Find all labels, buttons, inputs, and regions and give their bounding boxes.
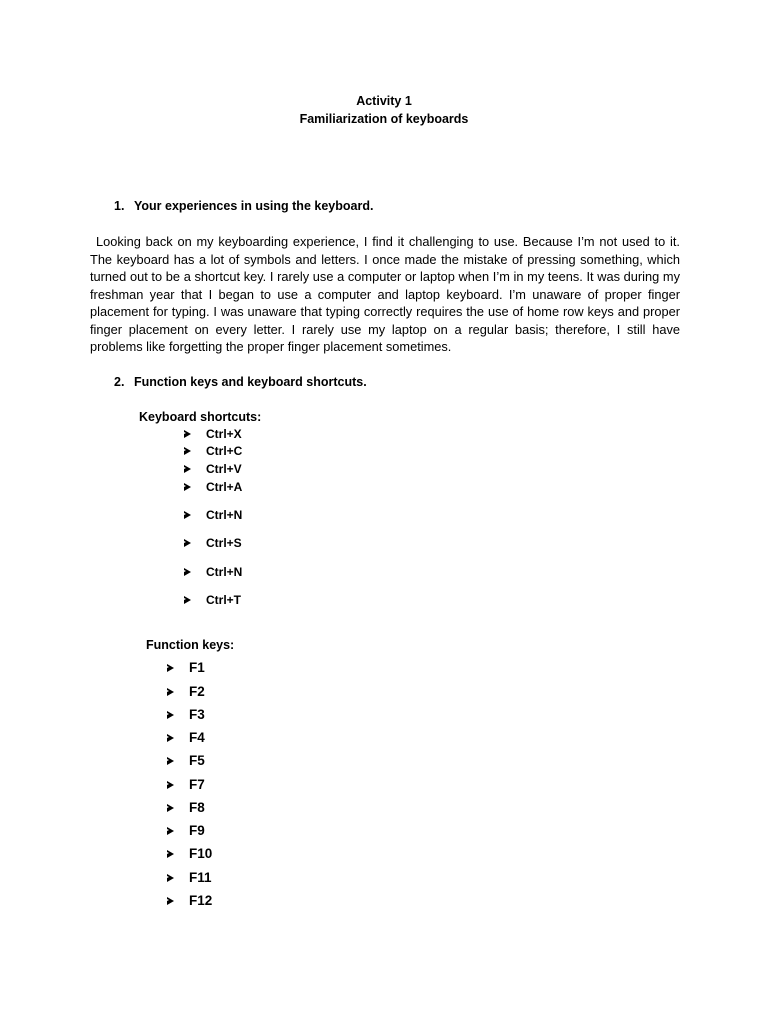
arrow-bullet-icon <box>184 483 191 491</box>
function-key-item <box>167 893 212 908</box>
shortcut-item <box>184 462 242 476</box>
shortcut-text: Ctrl+N <box>206 565 243 579</box>
shortcut-item <box>184 536 242 550</box>
paragraph-text: Looking back on my keyboarding experience, I find it challenging to use. Because I’m not used to it. The keyboard has a lot of symbols and letters. I once made the mistake of pressing something, which turned out to be a shortcut key. I rarely use a computer or laptop when I’m in my teens. It was during my freshman year that I began to use a computer and laptop keyboard. I’m unaware of proper finger placement for typing. I was unaware that typing correctly requires the use of home row keys and proper finger placement on every letter. I rarely use my laptop on a regular basis; therefore, I still have problems like forgetting the proper finger placement sometimes. <box>90 234 680 354</box>
arrow-bullet-icon <box>184 465 191 473</box>
function-key-text: F10 <box>189 846 213 861</box>
function-key-text: F4 <box>189 730 205 745</box>
arrow-bullet-icon <box>167 757 174 765</box>
function-key-item <box>167 753 205 768</box>
arrow-bullet-icon <box>167 711 174 719</box>
shortcut-text: Ctrl+N <box>206 508 243 522</box>
activity-title: Activity 1 <box>356 94 412 108</box>
section-number: 2. <box>114 375 125 389</box>
shortcut-text: Ctrl+X <box>206 427 242 441</box>
shortcut-item <box>184 565 242 579</box>
shortcut-text: Ctrl+C <box>206 444 243 458</box>
shortcut-item <box>184 427 242 441</box>
shortcut-item <box>184 508 242 522</box>
function-key-text: F5 <box>189 753 205 768</box>
arrow-bullet-icon <box>184 596 191 604</box>
arrow-bullet-icon <box>167 897 174 905</box>
arrow-bullet-icon <box>167 874 174 882</box>
function-key-text: F1 <box>189 660 205 675</box>
function-key-item <box>167 823 205 838</box>
function-key-item <box>167 870 212 885</box>
function-key-text: F2 <box>189 684 205 699</box>
shortcut-item <box>184 593 241 607</box>
arrow-bullet-icon <box>167 664 174 672</box>
function-key-item <box>167 800 205 815</box>
arrow-bullet-icon <box>167 827 174 835</box>
arrow-bullet-icon <box>167 850 174 858</box>
function-key-text: F3 <box>189 707 205 722</box>
shortcut-text: Ctrl+T <box>206 593 242 607</box>
function-key-item <box>167 660 205 675</box>
shortcut-text: Ctrl+A <box>206 480 243 494</box>
function-key-text: F8 <box>189 800 205 815</box>
arrow-bullet-icon <box>184 539 191 547</box>
function-key-text: F12 <box>189 893 213 908</box>
shortcut-item <box>184 480 242 494</box>
shortcut-item <box>184 444 242 458</box>
function-key-text: F11 <box>189 870 212 885</box>
section-heading-text: Your experiences in using the keyboard. <box>134 199 374 213</box>
arrow-bullet-icon <box>184 430 191 438</box>
function-key-text: F9 <box>189 823 205 838</box>
shortcut-text: Ctrl+S <box>206 536 242 550</box>
arrow-bullet-icon <box>167 781 174 789</box>
arrow-bullet-icon <box>167 688 174 696</box>
function-key-item <box>167 777 205 792</box>
arrow-bullet-icon <box>184 568 191 576</box>
arrow-bullet-icon <box>167 734 174 742</box>
section-1-heading <box>114 199 373 213</box>
arrow-bullet-icon <box>184 447 191 455</box>
function-key-item <box>167 846 212 861</box>
section-number: 1. <box>114 199 125 213</box>
section-2-heading <box>114 375 367 389</box>
function-key-item <box>167 684 205 699</box>
keyboard-shortcuts-label: Keyboard shortcuts: <box>139 410 262 424</box>
document-subtitle: Familiarization of keyboards <box>299 112 469 126</box>
function-key-text: F7 <box>189 777 205 792</box>
arrow-bullet-icon <box>167 804 174 812</box>
section-heading-text: Function keys and keyboard shortcuts. <box>134 375 367 389</box>
experience-paragraph <box>90 233 680 356</box>
function-key-item <box>167 730 205 745</box>
function-key-item <box>167 707 205 722</box>
shortcut-text: Ctrl+V <box>206 462 242 476</box>
arrow-bullet-icon <box>184 511 191 519</box>
function-keys-label: Function keys: <box>146 638 235 652</box>
